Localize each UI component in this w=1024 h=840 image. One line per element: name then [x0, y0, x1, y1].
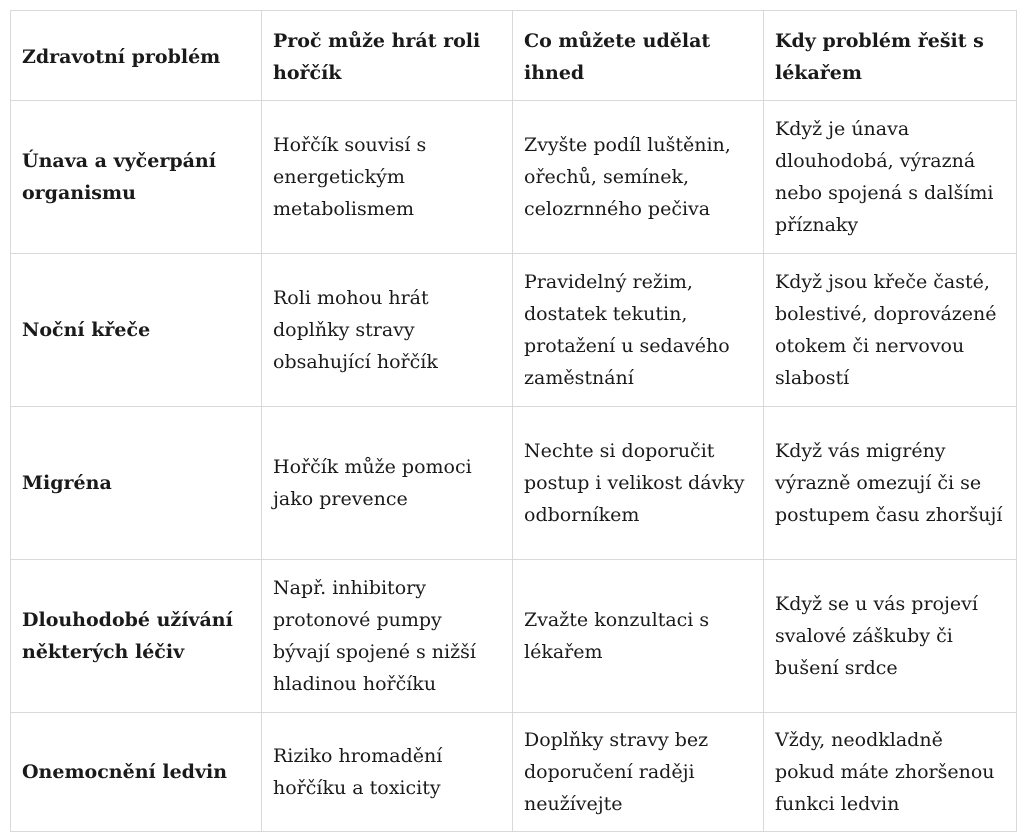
table-row [11, 101, 1017, 254]
table-row [11, 254, 1017, 407]
cell-why: Např. inhibitory protonové pumpy bývají spojené s nižší hladinou hořčíku [262, 560, 513, 713]
cell-problem: Únava a vyčerpání organismu [11, 101, 262, 254]
header-action: Co můžete udělat ihned [513, 11, 764, 101]
cell-doctor: Když se u vás projeví svalové záškuby či bušení srdce [764, 560, 1017, 713]
table-header [11, 11, 1017, 101]
cell-doctor: Vždy, neodkladně pokud máte zhoršenou funkci ledvin [764, 713, 1017, 832]
header-row [11, 11, 1017, 101]
cell-why: Roli mohou hrát doplňky stravy obsahující hořčík [262, 254, 513, 407]
cell-action: Zvažte konzultaci s lékařem [513, 560, 764, 713]
cell-action: Pravidelný režim, dostatek tekutin, protažení u sedavého zaměstnání [513, 254, 764, 407]
cell-why: Hořčík souvisí s energetickým metabolismem [262, 101, 513, 254]
cell-problem: Noční křeče [11, 254, 262, 407]
cell-action: Doplňky stravy bez doporučení raději neužívejte [513, 713, 764, 832]
header-problem: Zdravotní problém [11, 11, 262, 101]
header-why: Proč může hrát roli hořčík [262, 11, 513, 101]
cell-doctor: Když je únava dlouhodobá, výrazná nebo spojená s dalšími příznaky [764, 101, 1017, 254]
cell-why: Riziko hromadění hořčíku a toxicity [262, 713, 513, 832]
cell-doctor: Když jsou křeče časté, bolestivé, doprovázené otokem či nervovou slabostí [764, 254, 1017, 407]
table-row [11, 560, 1017, 713]
table-body [11, 101, 1017, 832]
header-doctor: Kdy problém řešit s lékařem [764, 11, 1017, 101]
cell-problem: Dlouhodobé užívání některých léčiv [11, 560, 262, 713]
cell-action: Zvyšte podíl luštěnin, ořechů, semínek, celozrnného pečiva [513, 101, 764, 254]
cell-problem: Onemocnění ledvin [11, 713, 262, 832]
cell-problem: Migréna [11, 407, 262, 560]
table-row [11, 713, 1017, 832]
table-row [11, 407, 1017, 560]
cell-action: Nechte si doporučit postup i velikost dávky odborníkem [513, 407, 764, 560]
cell-why: Hořčík může pomoci jako prevence [262, 407, 513, 560]
cell-doctor: Když vás migrény výrazně omezují či se postupem času zhoršují [764, 407, 1017, 560]
magnesium-health-table [10, 10, 1017, 832]
